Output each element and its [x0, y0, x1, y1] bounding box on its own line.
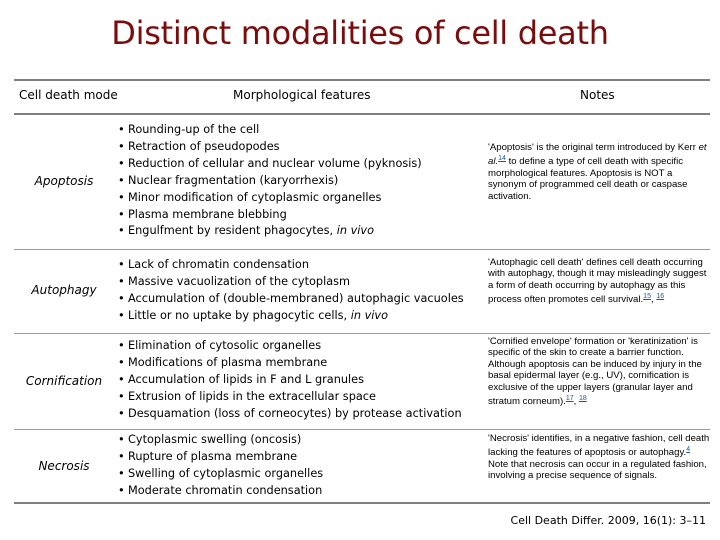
feature-item: • Accumulation of lipids in F and L granules	[118, 372, 478, 389]
mode-cornification: Cornification	[25, 374, 103, 388]
feature-item: • Massive vacuolization of the cytoplasm	[118, 274, 478, 291]
note-cornification: 'Cornified envelope' formation or 'keratinization' is specific of the skin to create a barrier function. Although apoptosis can be induced by injury in the basal epidermal layer (e.g., UV), cornification is exclusive of the upper layers (granular layer and stratum corneum).$^{17}$, $^{18}$	[488, 336, 702, 408]
reference-link[interactable]: 18	[578, 395, 587, 403]
feature-item-engulfment	[118, 223, 478, 240]
feature-item: • Rounding-up of the cell	[118, 122, 478, 139]
header-cell-death-mode: Cell death mode	[19, 88, 118, 102]
note-text: 'Necrosis' identifies, in a negative fashion, cell death lacking the features of apoptosis or autophagy.	[488, 433, 710, 459]
citation: Cell Death Differ. 2009, 16(1): 3–11	[510, 514, 706, 527]
reference-link[interactable]: 17	[565, 395, 574, 403]
feature-item: • Modifications of plasma membrane	[118, 355, 478, 372]
table-bottom-rule	[14, 502, 710, 504]
feature-item: • Desquamation (loss of corneocytes) by protease activation	[118, 406, 478, 423]
feature-item: • Minor modification of cytoplasmic organelles	[118, 190, 478, 207]
feature-item-uptake	[118, 308, 478, 325]
feature-item: • Retraction of pseudopodes	[118, 139, 478, 156]
mode-apoptosis: Apoptosis	[34, 174, 94, 188]
header-morphological-features: Morphological features	[233, 88, 371, 102]
features-list-cornification	[118, 338, 478, 423]
features-list-necrosis	[118, 432, 478, 500]
row-divider	[14, 429, 710, 430]
note-text: 'Autophagic cell death' defines cell death occurring with autophagy, though it may misleadingly suggest a form of death occurring by autophagy as this process often promotes cell survival.	[488, 257, 707, 306]
feature-text: Little or no uptake by phagocytic cells,	[128, 308, 348, 322]
feature-item: • Accumulation of (double-membraned) autophagic vacuoles	[118, 291, 478, 308]
feature-item: • Cytoplasmic swelling (oncosis)	[118, 432, 478, 449]
feature-text: Engulfment by resident phagocytes,	[128, 224, 334, 238]
table-row-cornification	[14, 335, 710, 427]
reference-link[interactable]: 15	[643, 293, 651, 301]
feature-item: • Swelling of cytoplasmic organelles	[118, 466, 478, 483]
table-row-autophagy	[14, 252, 710, 328]
feature-item: • Elimination of cytosolic organelles	[118, 338, 478, 355]
note-necrosis	[488, 433, 712, 482]
feature-item: • Rupture of plasma membrane	[118, 449, 478, 466]
page-title: Distinct modalities of cell death	[111, 14, 609, 52]
reference-link[interactable]: 16	[656, 293, 665, 301]
feature-item: • Reduction of cellular and nuclear volume (pyknosis)	[118, 156, 478, 173]
note-text: to define a type of cell death with specific morphological features. Apoptosis is NOT a synonym of programmed cell death or caspase activation.	[488, 156, 688, 202]
features-list-autophagy	[118, 257, 478, 325]
feature-item: • Lack of chromatin condensation	[118, 257, 478, 274]
table-row-apoptosis	[14, 118, 710, 244]
mode-necrosis: Necrosis	[38, 459, 90, 473]
features-list-apoptosis	[118, 122, 478, 240]
note-apoptosis	[488, 142, 712, 202]
note-text: Note that necrosis can occur in a regulated fashion, involving a precise sequence of signals.	[488, 459, 707, 482]
feature-item: • Extrusion of lipids in the extracellular space	[118, 389, 478, 406]
feature-item: • Nuclear fragmentation (karyorrhexis)	[118, 173, 478, 190]
feature-item: • Plasma membrane blebbing	[118, 207, 478, 224]
row-divider	[14, 333, 710, 334]
feature-in-vivo: in vivo	[350, 308, 389, 322]
table-top-rule	[14, 79, 710, 81]
header-notes: Notes	[580, 88, 615, 102]
header-rule	[14, 113, 710, 115]
feature-in-vivo: in vivo	[336, 224, 374, 238]
note-text: 'Apoptosis' is the original term introduced by Kerr	[488, 142, 699, 153]
mode-autophagy: Autophagy	[31, 283, 97, 297]
note-et-al: et al.	[488, 142, 707, 168]
feature-item: • Moderate chromatin condensation	[118, 483, 478, 500]
row-divider	[14, 249, 710, 250]
reference-link[interactable]: 4	[686, 446, 691, 454]
table-row-necrosis	[14, 431, 710, 501]
note-text: 'Cornified envelope' formation or 'keratinization' is specific of the skin to create a barrier function. Although apoptosis can be induced by injury in the basal epidermal layer (e.g., UV), cornification is exclusive of the upper layers (granular layer and stratum corneum).	[488, 336, 702, 408]
note-autophagy: 'Autophagic cell death' defines cell death occurring with autophagy, though it may misleadingly suggest a form of death occurring by autophagy as this process often promotes cell survival.$^{15}$, $^{16}$	[488, 257, 707, 306]
reference-link[interactable]: 14	[498, 155, 506, 163]
